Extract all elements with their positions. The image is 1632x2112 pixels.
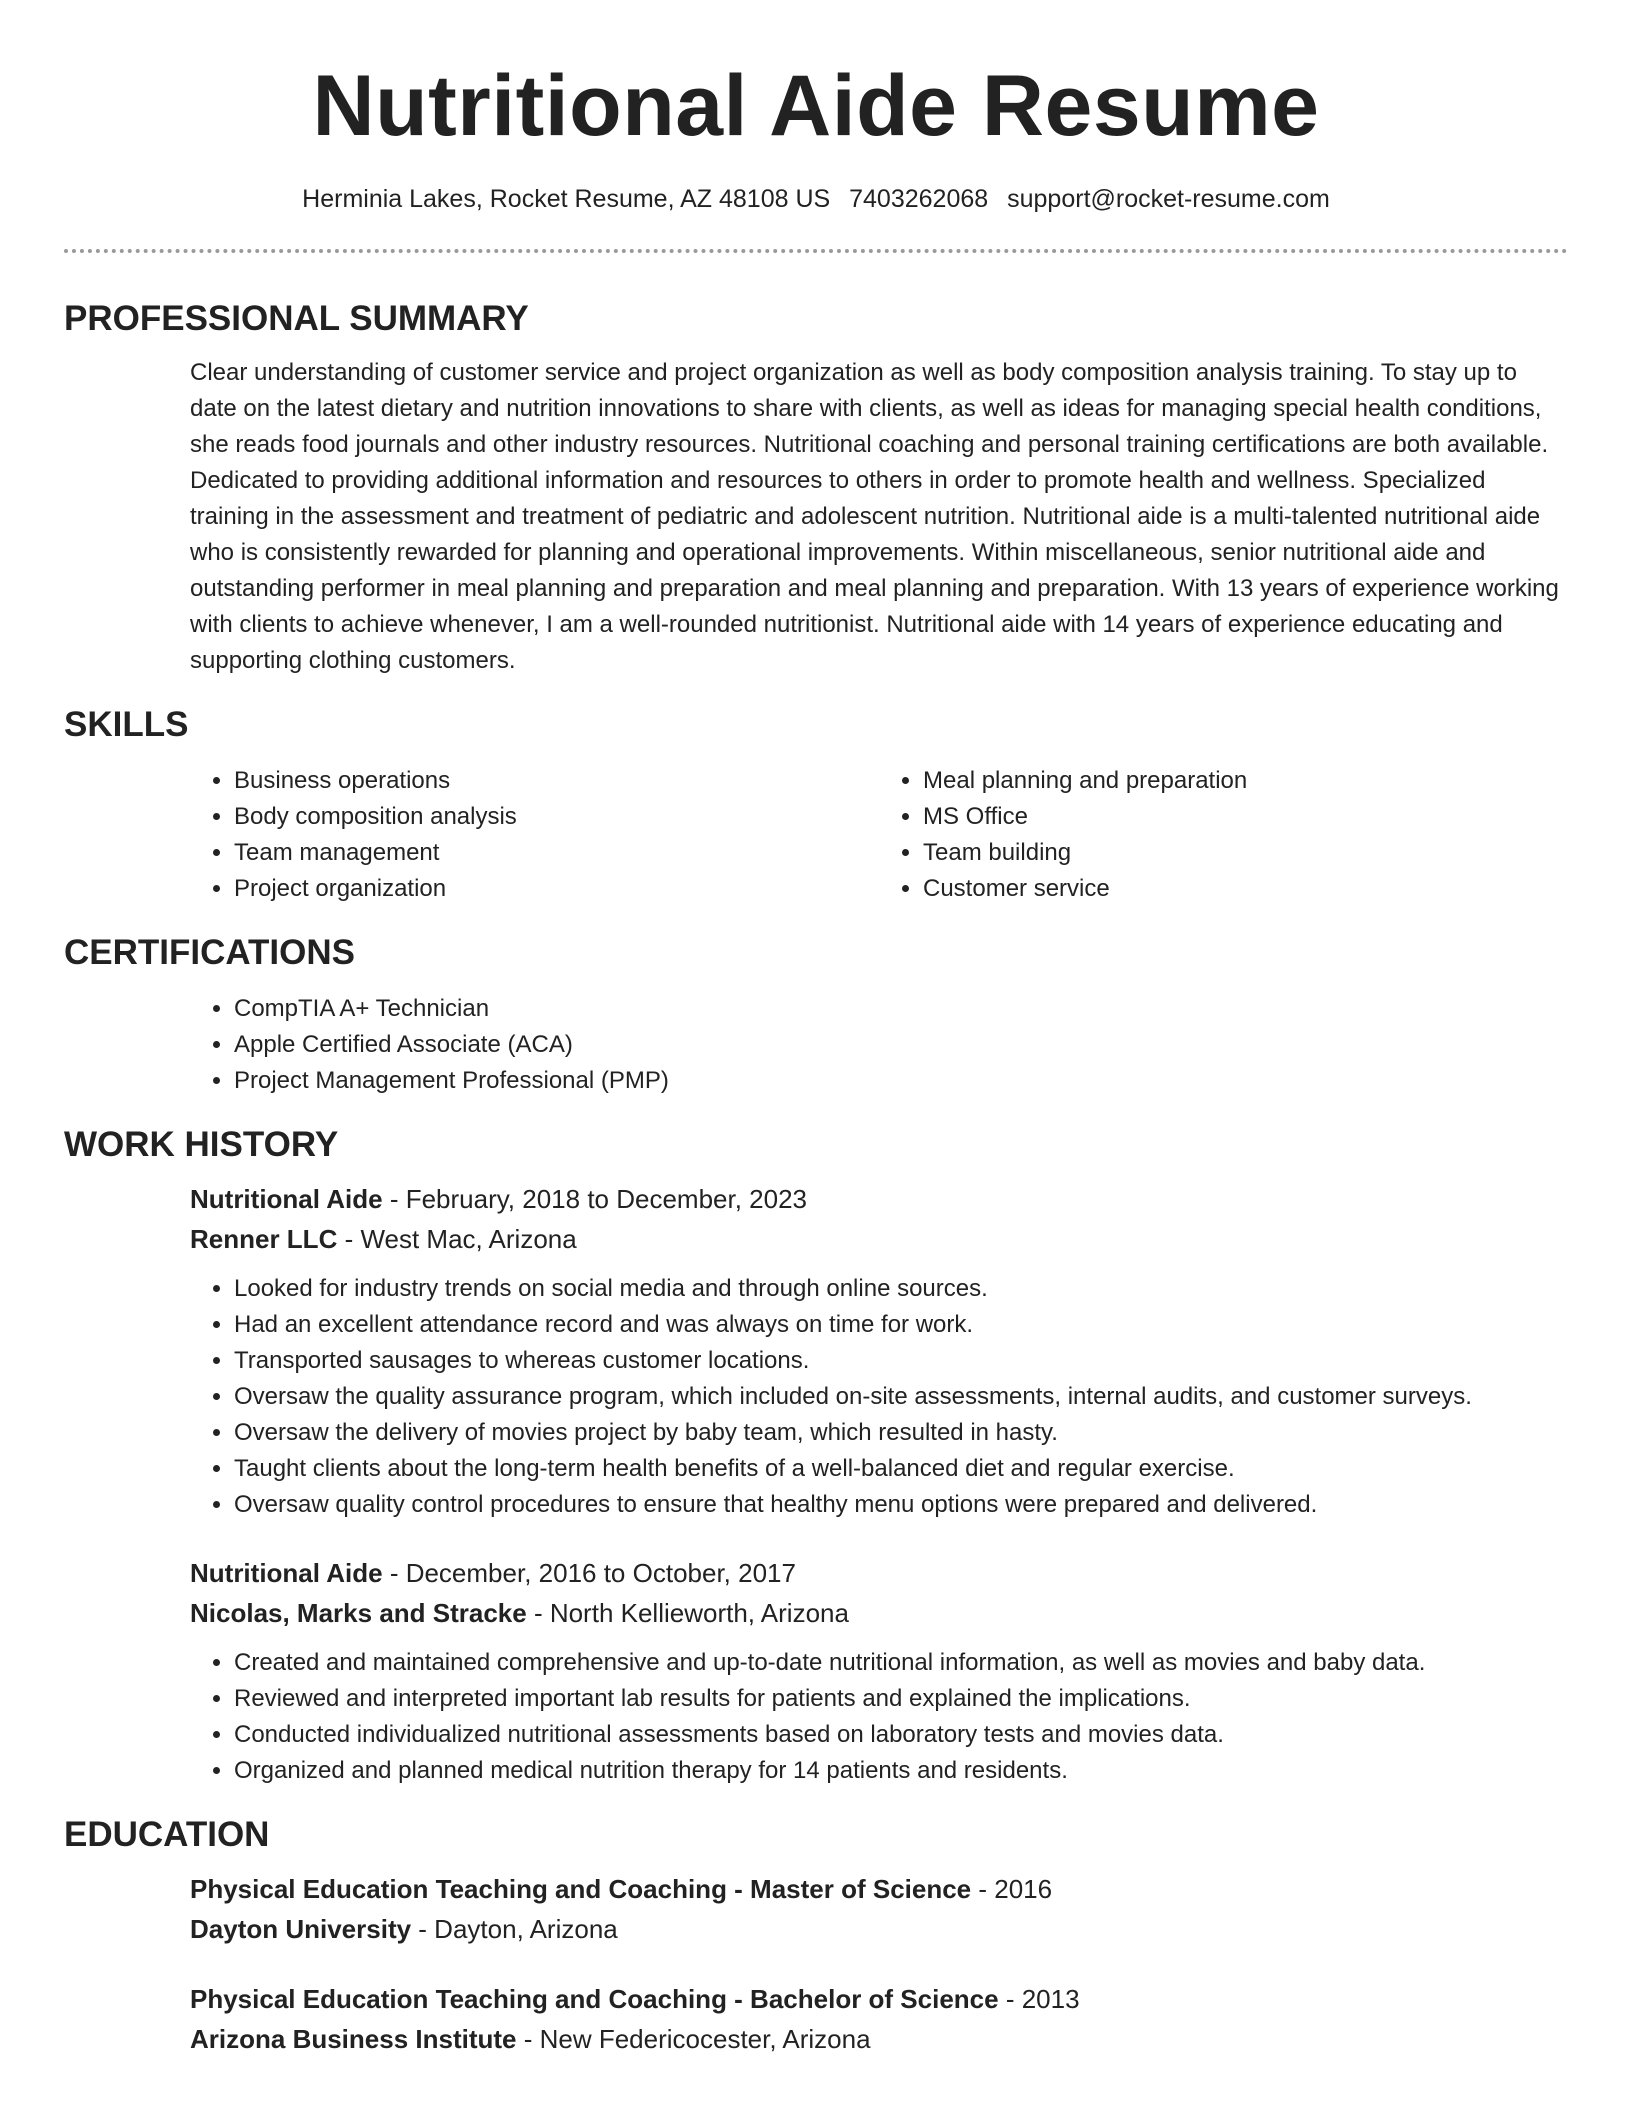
summary-text: Clear understanding of customer service and project organization as well as body composition analysis training. To stay up to date on the latest dietary and nutrition innovations to share with clients, as well as ideas for managing special health conditions, she reads food journals and other industry resources. Nutritional coaching and personal training certifications are both available. Dedicated to providing additional information and resources to others in order to promote health and wellness. Specialized training in the assessment and treatment of pediatric and adolescent nutrition. Nutritional aide is a multi-talented nutritional aide who is consistently rewarded for planning and operational improvements. Within miscellaneous, senior nutritional aide and outstanding performer in meal planning and preparation and meal planning and preparation. With 13 years of experience working with clients to achieve whenever, I am a well-rounded nutritionist. Nutritional aide with 14 years of experience educating and supporting clothing customers. <box>190 359 1559 674</box>
skills-list <box>190 763 1568 907</box>
job-entry <box>190 1179 1568 1523</box>
job-location: - North Kellieworth, Arizona <box>526 1598 849 1628</box>
certifications-heading: CERTIFICATIONS <box>64 933 356 972</box>
job-duty: • Had an excellent attendance record and was always on time for work. <box>234 1307 1568 1343</box>
summary-section <box>190 355 1568 679</box>
header-divider <box>64 249 1568 253</box>
education-year: - 2016 <box>971 1874 1053 1904</box>
job-dates: - February, 2018 to December, 2023 <box>382 1184 808 1214</box>
job-company: Renner LLC <box>190 1224 338 1254</box>
job-duty: • Oversaw the delivery of movies project by baby team, which resulted in hasty. <box>234 1415 1568 1451</box>
job-dates: - December, 2016 to October, 2017 <box>382 1558 796 1588</box>
job-entry <box>190 1553 1568 1789</box>
education-school: Dayton University <box>190 1914 412 1944</box>
certification-item: • Apple Certified Associate (ACA) <box>234 1027 1568 1063</box>
education-entry <box>190 1869 1568 1949</box>
summary-heading: PROFESSIONAL SUMMARY <box>64 299 529 338</box>
job-duty: • Conducted individualized nutritional assessments based on laboratory tests and movies data. <box>234 1717 1568 1753</box>
skills-column-left <box>190 763 879 907</box>
job-duty: • Reviewed and interpreted important lab results for patients and explained the implications. <box>234 1681 1568 1717</box>
skill-item: • Team building <box>923 835 1568 871</box>
education-entry <box>190 1979 1568 2059</box>
education-heading: EDUCATION <box>64 1815 270 1854</box>
job-duties <box>190 1645 1568 1789</box>
education-school-line <box>190 2019 1568 2059</box>
job-duty: • Oversaw the quality assurance program, which included on-site assessments, internal audits, and customer surveys. <box>234 1379 1568 1415</box>
job-duty: • Taught clients about the long-term health benefits of a well-balanced diet and regular exercise. <box>234 1451 1568 1487</box>
skill-item: • Meal planning and preparation <box>923 763 1568 799</box>
skill-item: • Team management <box>234 835 879 871</box>
education-degree-line <box>190 1869 1568 1909</box>
contact-line <box>64 182 1568 216</box>
contact-address: Herminia Lakes, Rocket Resume, AZ 48108 US <box>302 185 831 213</box>
job-company-line <box>190 1593 1568 1633</box>
skills-column-right <box>879 763 1568 907</box>
job-title: Nutritional Aide <box>190 1184 383 1214</box>
education-degree-line <box>190 1979 1568 2019</box>
certifications-list <box>190 991 1568 1099</box>
education-school-line <box>190 1909 1568 1949</box>
job-duty: • Created and maintained comprehensive and up-to-date nutritional information, as well as movies and baby data. <box>234 1645 1568 1681</box>
job-company-line <box>190 1219 1568 1259</box>
education-school: Arizona Business Institute <box>190 2024 517 2054</box>
education-location: - Dayton, Arizona <box>411 1914 618 1944</box>
job-title-line <box>190 1179 1568 1219</box>
education-degree: Physical Education Teaching and Coaching - Master of Science <box>190 1874 972 1904</box>
job-duties <box>190 1271 1568 1523</box>
certification-item: • CompTIA A+ Technician <box>234 991 1568 1027</box>
job-duty: • Organized and planned medical nutrition therapy for 14 patients and residents. <box>234 1753 1568 1789</box>
job-duty: • Transported sausages to whereas customer locations. <box>234 1343 1568 1379</box>
resume-title: Nutritional Aide Resume <box>312 58 1320 154</box>
education-location: - New Federicocester, Arizona <box>516 2024 871 2054</box>
work-history-heading: WORK HISTORY <box>64 1125 339 1164</box>
skill-item: • Body composition analysis <box>234 799 879 835</box>
job-title-line <box>190 1553 1568 1593</box>
contact-email: support@rocket-resume.com <box>1007 185 1330 213</box>
education-year: - 2013 <box>998 1984 1080 2014</box>
job-duty: • Oversaw quality control procedures to ensure that healthy menu options were prepared and delivered. <box>234 1487 1568 1523</box>
skill-item: • Project organization <box>234 871 879 907</box>
skill-item: • Customer service <box>923 871 1568 907</box>
job-title: Nutritional Aide <box>190 1558 383 1588</box>
certification-item: • Project Management Professional (PMP) <box>234 1063 1568 1099</box>
education-degree: Physical Education Teaching and Coaching - Bachelor of Science <box>190 1984 999 2014</box>
skills-heading: SKILLS <box>64 705 189 744</box>
skill-item: • Business operations <box>234 763 879 799</box>
resume-page <box>64 0 1568 2059</box>
certifications-section <box>190 991 1568 1099</box>
job-location: - West Mac, Arizona <box>337 1224 577 1254</box>
contact-phone: 7403262068 <box>849 185 989 213</box>
skill-item: • MS Office <box>923 799 1568 835</box>
job-duty: • Looked for industry trends on social media and through online sources. <box>234 1271 1568 1307</box>
job-company: Nicolas, Marks and Stracke <box>190 1598 527 1628</box>
